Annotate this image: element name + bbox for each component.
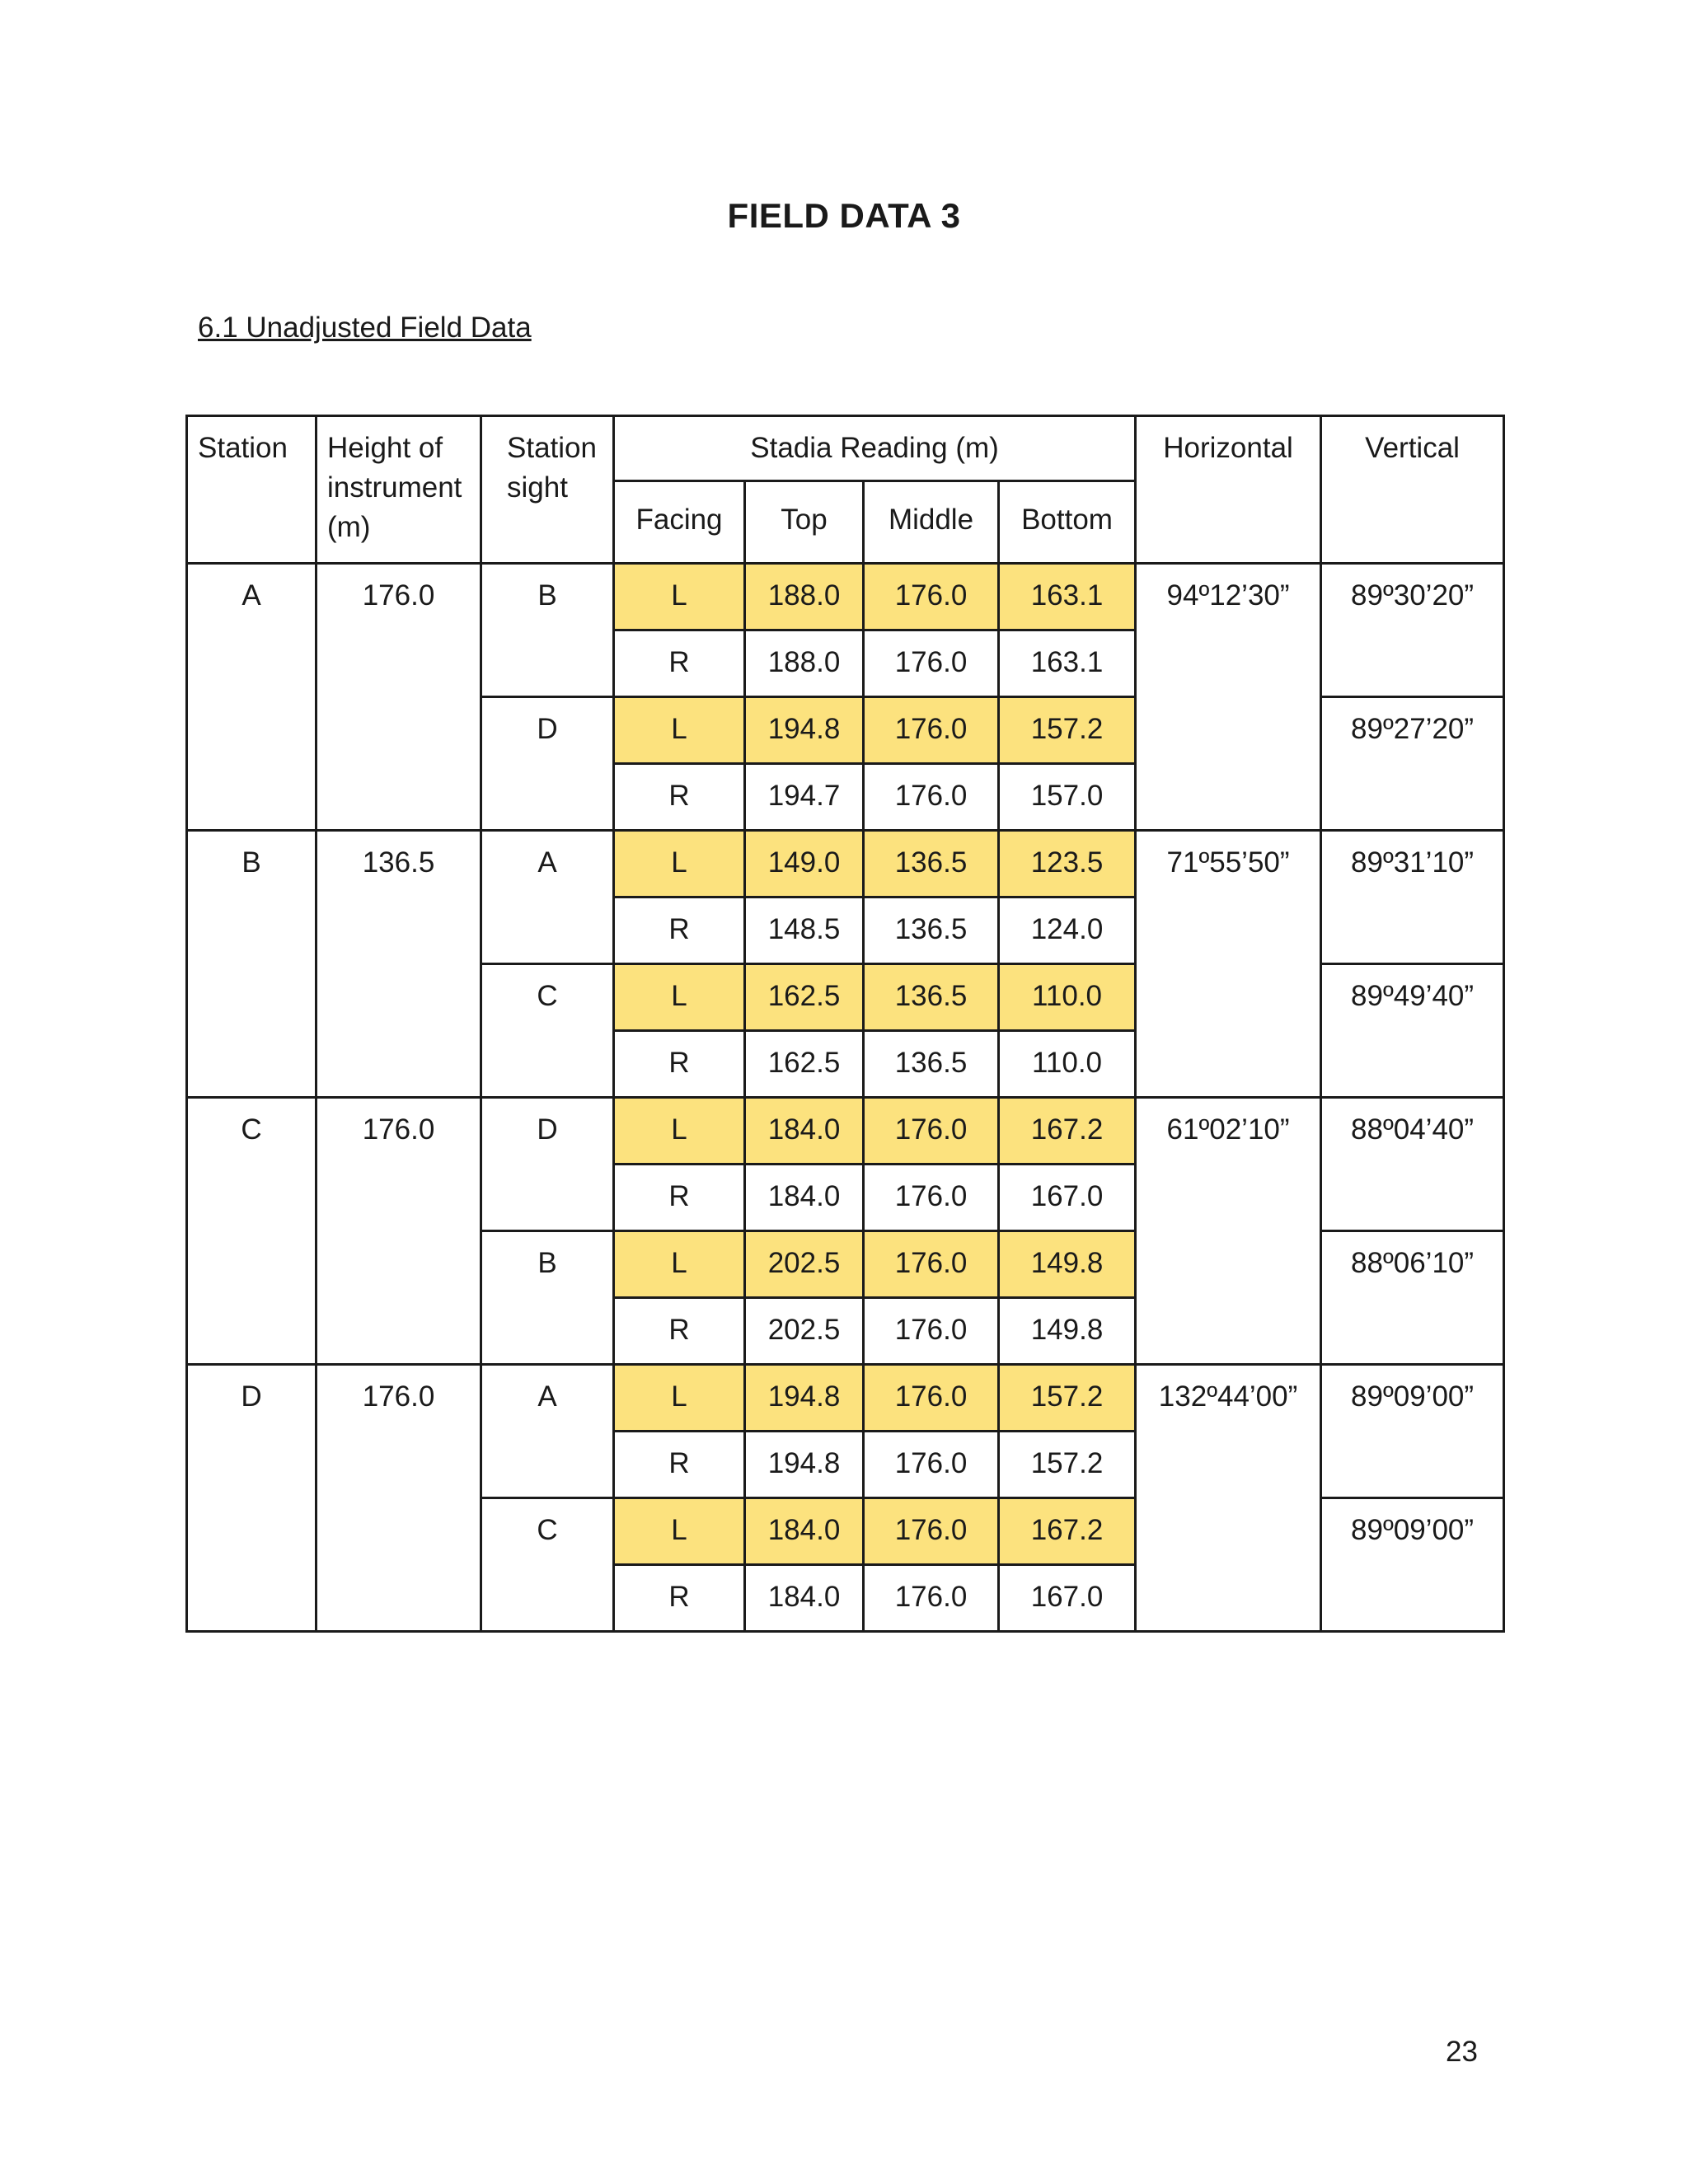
facing-cell: L bbox=[614, 831, 745, 898]
header-top: Top bbox=[745, 481, 864, 564]
bottom-cell: 167.2 bbox=[999, 1098, 1136, 1165]
facing-cell: L bbox=[614, 964, 745, 1031]
vertical-cell: 89º09’00” bbox=[1321, 1498, 1504, 1632]
facing-cell: R bbox=[614, 1565, 745, 1632]
height-cell: 176.0 bbox=[316, 1365, 481, 1632]
top-cell: 184.0 bbox=[745, 1498, 864, 1565]
facing-cell: R bbox=[614, 1432, 745, 1498]
page-number: 23 bbox=[1446, 2036, 1478, 2068]
middle-cell: 176.0 bbox=[864, 1365, 999, 1432]
vertical-cell: 89º31’10” bbox=[1321, 831, 1504, 964]
station-cell: A bbox=[187, 564, 316, 831]
horizontal-cell: 61º02’10” bbox=[1136, 1098, 1321, 1365]
field-data-table bbox=[185, 415, 1505, 1633]
facing-cell: R bbox=[614, 898, 745, 964]
vertical-cell: 88º06’10” bbox=[1321, 1231, 1504, 1365]
middle-cell: 176.0 bbox=[864, 1165, 999, 1231]
header-vertical: Vertical bbox=[1321, 416, 1504, 564]
bottom-cell: 110.0 bbox=[999, 964, 1136, 1031]
page-title: FIELD DATA 3 bbox=[727, 196, 961, 235]
header-station: Station bbox=[187, 416, 316, 564]
middle-cell: 136.5 bbox=[864, 964, 999, 1031]
header-facing: Facing bbox=[614, 481, 745, 564]
header-height: Height of instrument (m) bbox=[316, 416, 481, 564]
bottom-cell: 167.0 bbox=[999, 1165, 1136, 1231]
horizontal-cell: 132º44’00” bbox=[1136, 1365, 1321, 1632]
sight-cell: A bbox=[481, 1365, 614, 1498]
bottom-cell: 157.0 bbox=[999, 764, 1136, 831]
bottom-cell: 167.2 bbox=[999, 1498, 1136, 1565]
sight-cell: A bbox=[481, 831, 614, 964]
height-cell: 136.5 bbox=[316, 831, 481, 1098]
horizontal-cell: 94º12’30” bbox=[1136, 564, 1321, 831]
sight-cell: B bbox=[481, 564, 614, 697]
facing-cell: R bbox=[614, 630, 745, 697]
bottom-cell: 110.0 bbox=[999, 1031, 1136, 1098]
bottom-cell: 157.2 bbox=[999, 697, 1136, 764]
facing-cell: L bbox=[614, 564, 745, 630]
table-row bbox=[187, 564, 1504, 630]
top-cell: 194.7 bbox=[745, 764, 864, 831]
bottom-cell: 124.0 bbox=[999, 898, 1136, 964]
station-cell: B bbox=[187, 831, 316, 1098]
top-cell: 202.5 bbox=[745, 1231, 864, 1298]
middle-cell: 176.0 bbox=[864, 1565, 999, 1632]
top-cell: 162.5 bbox=[745, 1031, 864, 1098]
facing-cell: R bbox=[614, 1298, 745, 1365]
top-cell: 194.8 bbox=[745, 1432, 864, 1498]
top-cell: 188.0 bbox=[745, 564, 864, 630]
top-cell: 202.5 bbox=[745, 1298, 864, 1365]
header-horizontal: Horizontal bbox=[1136, 416, 1321, 564]
facing-cell: R bbox=[614, 1165, 745, 1231]
middle-cell: 176.0 bbox=[864, 1432, 999, 1498]
facing-cell: L bbox=[614, 697, 745, 764]
top-cell: 162.5 bbox=[745, 964, 864, 1031]
header-middle: Middle bbox=[864, 481, 999, 564]
facing-cell: R bbox=[614, 1031, 745, 1098]
middle-cell: 176.0 bbox=[864, 697, 999, 764]
table-row bbox=[187, 1365, 1504, 1432]
sight-cell: C bbox=[481, 964, 614, 1098]
top-cell: 148.5 bbox=[745, 898, 864, 964]
middle-cell: 176.0 bbox=[864, 564, 999, 630]
header-bottom: Bottom bbox=[999, 481, 1136, 564]
bottom-cell: 149.8 bbox=[999, 1298, 1136, 1365]
top-cell: 184.0 bbox=[745, 1098, 864, 1165]
header-row bbox=[187, 416, 1504, 481]
middle-cell: 136.5 bbox=[864, 831, 999, 898]
table-row bbox=[187, 1098, 1504, 1165]
height-cell: 176.0 bbox=[316, 564, 481, 831]
middle-cell: 176.0 bbox=[864, 630, 999, 697]
bottom-cell: 163.1 bbox=[999, 564, 1136, 630]
middle-cell: 176.0 bbox=[864, 764, 999, 831]
table-row bbox=[187, 831, 1504, 898]
facing-cell: L bbox=[614, 1231, 745, 1298]
top-cell: 184.0 bbox=[745, 1165, 864, 1231]
bottom-cell: 157.2 bbox=[999, 1365, 1136, 1432]
vertical-cell: 89º49’40” bbox=[1321, 964, 1504, 1098]
bottom-cell: 167.0 bbox=[999, 1565, 1136, 1632]
facing-cell: L bbox=[614, 1098, 745, 1165]
middle-cell: 136.5 bbox=[864, 1031, 999, 1098]
horizontal-cell: 71º55’50” bbox=[1136, 831, 1321, 1098]
section-subtitle: 6.1 Unadjusted Field Data bbox=[198, 312, 532, 344]
middle-cell: 136.5 bbox=[864, 898, 999, 964]
header-stadia-reading: Stadia Reading (m) bbox=[614, 416, 1136, 481]
sight-cell: B bbox=[481, 1231, 614, 1365]
bottom-cell: 149.8 bbox=[999, 1231, 1136, 1298]
facing-cell: R bbox=[614, 764, 745, 831]
vertical-cell: 88º04’40” bbox=[1321, 1098, 1504, 1231]
header-station-sight: Station sight bbox=[481, 416, 614, 564]
top-cell: 194.8 bbox=[745, 1365, 864, 1432]
sight-cell: D bbox=[481, 1098, 614, 1231]
vertical-cell: 89º30’20” bbox=[1321, 564, 1504, 697]
bottom-cell: 123.5 bbox=[999, 831, 1136, 898]
middle-cell: 176.0 bbox=[864, 1298, 999, 1365]
sight-cell: C bbox=[481, 1498, 614, 1632]
middle-cell: 176.0 bbox=[864, 1498, 999, 1565]
top-cell: 188.0 bbox=[745, 630, 864, 697]
vertical-cell: 89º27’20” bbox=[1321, 697, 1504, 831]
facing-cell: L bbox=[614, 1498, 745, 1565]
top-cell: 194.8 bbox=[745, 697, 864, 764]
station-cell: C bbox=[187, 1098, 316, 1365]
vertical-cell: 89º09’00” bbox=[1321, 1365, 1504, 1498]
middle-cell: 176.0 bbox=[864, 1098, 999, 1165]
bottom-cell: 163.1 bbox=[999, 630, 1136, 697]
height-cell: 176.0 bbox=[316, 1098, 481, 1365]
middle-cell: 176.0 bbox=[864, 1231, 999, 1298]
station-cell: D bbox=[187, 1365, 316, 1632]
facing-cell: L bbox=[614, 1365, 745, 1432]
top-cell: 149.0 bbox=[745, 831, 864, 898]
sight-cell: D bbox=[481, 697, 614, 831]
top-cell: 184.0 bbox=[745, 1565, 864, 1632]
bottom-cell: 157.2 bbox=[999, 1432, 1136, 1498]
